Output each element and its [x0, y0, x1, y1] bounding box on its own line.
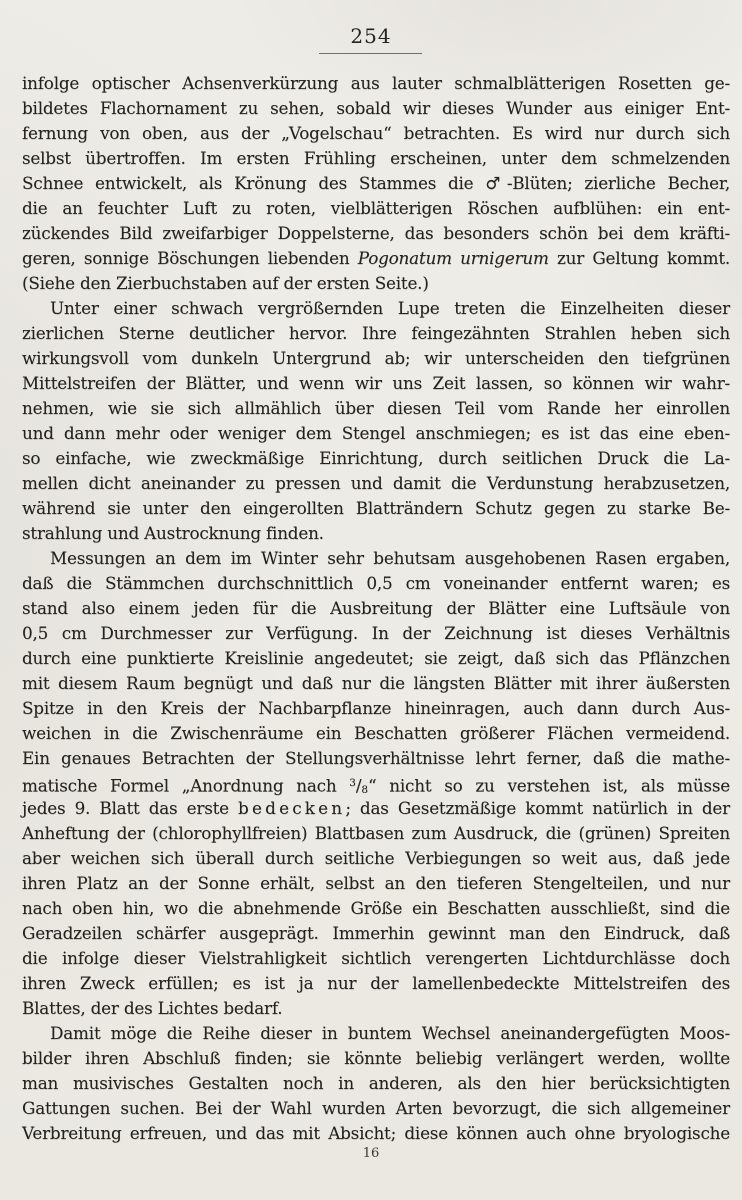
text-line: ihren Zweck erfüllen; es ist ja nur der lamellenbedeckte Mittelstreifen des: [22, 973, 730, 993]
text-segment: jedes 9. Blatt das erste: [22, 798, 239, 818]
italic-text: Pogonatum urnigerum: [357, 248, 549, 268]
text-line: Blattes, der des Lichtes bedarf.: [22, 998, 283, 1018]
text-segment: zur Geltung kommt.: [548, 248, 730, 268]
text-line: selbst übertroffen. Im ersten Frühling erscheinen, unter dem schmelzenden: [22, 148, 730, 168]
text-line: die an feuchter Luft zu roten, vielblätterigen Röschen aufblühen: ein ent-: [22, 198, 730, 218]
spaced-text: bedecken: [238, 798, 346, 818]
text-line: nehmen, wie sie sich allmählich über diesen Teil vom Rande her einrollen: [22, 398, 730, 418]
text-line: mit diesem Raum begnügt und daß nur die längsten Blätter mit ihrer äußersten: [22, 673, 730, 693]
text-segment: geren, sonnige Böschungen liebenden: [22, 248, 358, 268]
text-line: nach oben hin, wo die abnehmende Größe ein Beschatten ausschließt, sind die: [22, 898, 730, 918]
text-line: [22, 246, 730, 271]
text-line: stand also einem jeden für die Ausbreitung der Blätter eine Luftsäule von: [22, 598, 730, 618]
text-line: strahlung und Austrocknung finden.: [22, 523, 324, 543]
text-line: Messungen an dem im Winter sehr behutsam ausgehobenen Rasen ergaben,: [50, 548, 730, 568]
text-line: Ein genaues Betrachten der Stellungsverhältnisse lehrt ferner, daß die mathe-: [22, 748, 730, 768]
text-line: bildetes Flachornament zu sehen, sobald wir dieses Wunder aus einiger Ent-: [22, 98, 730, 118]
text-line: [22, 796, 730, 821]
text-line: und dann mehr oder weniger dem Stengel anschmiegen; es ist das eine eben-: [22, 423, 730, 443]
text-line: (Siehe den Zierbuchstaben auf der ersten Seite.): [22, 273, 429, 293]
text-line: Damit möge die Reihe dieser in buntem Wechsel aneinandergefügten Moos-: [50, 1023, 730, 1043]
text-segment: /: [355, 775, 362, 796]
text-line: Geradzeilen schärfer ausgeprägt. Immerhin gewinnt man den Eindruck, daß: [22, 923, 730, 943]
text-line: infolge optischer Achsenverkürzung aus lauter schmalblätterigen Rosetten ge-: [22, 73, 730, 93]
text-line: 0,5 cm Durchmesser zur Verfügung. In der Zeichnung ist dieses Verhältnis: [22, 623, 730, 643]
page-header: [0, 24, 742, 48]
text-line: Gattungen suchen. Bei der Wahl wurden Arten bevorzugt, die sich allgemeiner: [22, 1098, 730, 1118]
signature-mark: 16: [362, 1146, 380, 1161]
text-line: ihren Platz an der Sonne erhält, selbst an den tieferen Stengelteilen, und nur: [22, 873, 730, 893]
paragraph: [22, 546, 730, 1021]
text-line: mellen dicht aneinander zu pressen und damit die Verdunstung herabzusetzen,: [22, 473, 730, 493]
text-line: bilder ihren Abschluß finden; sie könnte beliebig verlängert werden, wollte: [22, 1048, 730, 1068]
text-line: daß die Stämmchen durchschnittlich 0,5 cm voneinander entfernt waren; es: [22, 573, 730, 593]
text-line: so einfache, wie zweckmäßige Einrichtung, durch seitlichen Druck die La-: [22, 448, 730, 468]
text-line: Spitze in den Kreis der Nachbarpflanze hineinragen, auch dann durch Aus-: [22, 698, 730, 718]
text-line: durch eine punktierte Kreislinie angedeutet; sie zeigt, daß sich das Pflänzchen: [22, 648, 730, 668]
text-segment: matische Formel „Anordnung nach: [22, 775, 350, 796]
text-line: zückendes Bild zweifarbiger Doppelsterne, das besonders schön bei dem kräfti-: [22, 223, 730, 243]
text-line: Anheftung der (chlorophyllfreien) Blattbasen zum Ausdruck, die (grünen) Spreiten: [22, 823, 730, 843]
text-segment: ; das Gesetzmäßige kommt natürlich in der: [345, 798, 730, 818]
sup-text: 3: [349, 777, 356, 789]
text-segment: “ nicht so zu verstehen ist, als müsse: [368, 775, 730, 796]
text-line: Unter einer schwach vergrößernden Lupe treten die Einzelheiten dieser: [50, 298, 730, 318]
text-line: fernung von oben, aus der „Vogelschau“ betrachten. Es wird nur durch sich: [22, 123, 730, 143]
text-line: Verbreitung erfreuen, und das mit Absicht; diese können auch ohne bryologische: [22, 1123, 730, 1143]
paragraph: [22, 1021, 730, 1146]
body-text: [22, 71, 730, 1146]
text-line: zierlichen Sterne deutlicher hervor. Ihre feingezähnten Strahlen heben sich: [22, 323, 730, 343]
page-number: 254: [350, 24, 392, 48]
text-line: Mittelstreifen der Blätter, und wenn wir uns Zeit lassen, so können wir wahr-: [22, 373, 730, 393]
text-line: wirkungsvoll vom dunkeln Untergrund ab; wir unterscheiden den tiefgrünen: [22, 348, 730, 368]
paragraph: [22, 296, 730, 546]
sub-text: 8: [361, 783, 369, 796]
text-line: [22, 771, 730, 796]
text-line: Schnee entwickelt, als Krönung des Stammes die ♂-Blüten; zierliche Becher,: [22, 173, 730, 193]
text-line: aber weichen sich überall durch seitliche Verbiegungen so weit aus, daß jede: [22, 848, 730, 868]
text-line: weichen in die Zwischenräume ein Beschatten größerer Flächen vermeidend.: [22, 723, 730, 743]
text-line: die infolge dieser Vielstrahligkeit sichtlich verengerten Lichtdurchlässe doch: [22, 948, 730, 968]
text-line: während sie unter den eingerollten Blatträndern Schutz gegen zu starke Be-: [22, 498, 730, 518]
text-line: man musivisches Gestalten noch in anderen, als den hier berücksichtigten: [22, 1073, 730, 1093]
header-rule: [319, 53, 422, 54]
paragraph: [22, 71, 730, 296]
